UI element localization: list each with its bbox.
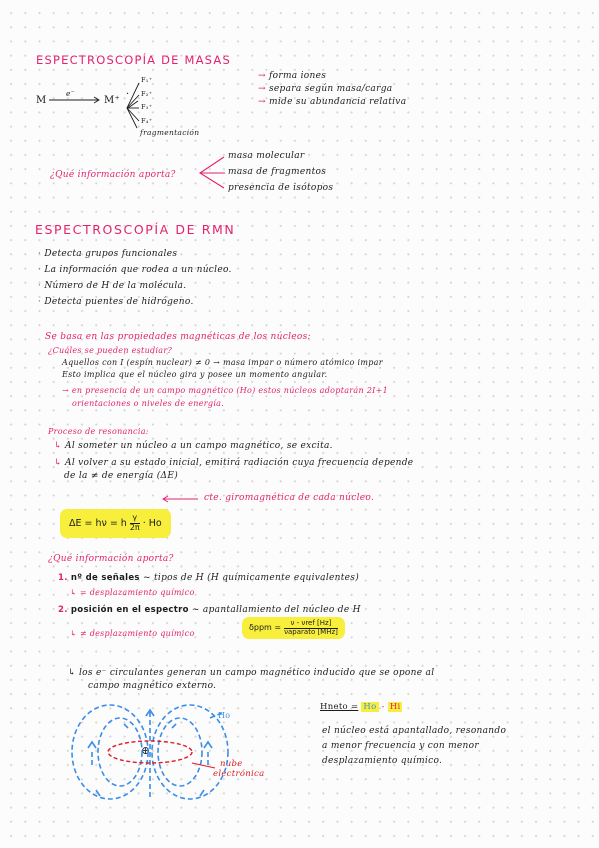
fragment-3: F₃⁺ [141,103,153,111]
nuclei-line-1: Aquellos con I (espín nuclear) ≠ 0 → masa impar o número atómico impar [62,358,383,367]
process-heading: Proceso de resonancia: [48,427,149,436]
fragment-1: F₁⁺ [141,76,153,84]
answer-brace [200,157,225,188]
shield-line-2: a menor frecuencia y con menor [322,741,479,751]
reaction-dot: · [126,89,130,100]
shield-line-1: el núcleo está apantallado, resonando [322,726,507,736]
masas-answer-1: masa molecular [228,151,305,161]
cloud-pointer [192,763,215,768]
rmn-bullet-1: · Detecta grupos funcionales [38,249,178,259]
fragment-2: F₂⁺ [141,90,153,98]
field-line-2: orientaciones o niveles de energía. [72,399,225,408]
magnetic-field-lines [72,705,231,800]
masas-note-2: → separa según masa/carga [258,84,393,94]
masas-title: ESPECTROSCOPÍA DE MASAS [36,53,231,67]
shield-line-3: desplazamiento químico. [322,756,443,766]
fragmentation-label: fragmentación [140,128,200,137]
masas-answer-3: presencia de isótopos [228,183,334,193]
reaction-electron: e⁻ [66,89,75,98]
rmn-bullet-2: · La información que rodea a un núcleo. [38,265,232,275]
fragment-4: F₄⁺ [141,117,153,125]
cloud-label-2: electrónica [213,769,265,779]
process-2a: ↳ Al volver a su estado inicial, emitirá radiación cuya frecuencia depende [54,458,414,468]
field-line-1: → en presencia de un campo magnético (Ho) estos núcleos adoptarán 2I+1 [62,386,389,395]
electrons-line-2: campo magnético externo. [88,681,217,691]
reaction-ion: M⁺ [104,95,121,106]
which-nuclei: ¿Cuáles se pueden estudiar? [48,346,173,355]
masas-note-3: → mide su abundancia relativa [258,97,407,107]
rmn-question: ¿Qué información aporta? [48,554,174,564]
rmn-title: ESPECTROSCOPÍA DE RMN [35,222,236,237]
hneto-equation: Hneto = Ho - Hi [320,702,401,712]
process-2b: de la ≠ de energía (ΔE) [64,471,179,481]
masas-answer-2: masa de fragmentos [228,167,327,177]
delta-lhs: δppm = [249,623,282,633]
masas-note-1: → forma iones [258,71,327,81]
formula-tail: · Ho [142,517,162,529]
item-2: 2. posición en el espectro ~ apantallamiento del núcleo de H [58,605,361,615]
formula-lhs: ΔE = [69,517,93,529]
process-1: ↳ Al someter un núcleo a un campo magnético, se excita. [54,441,333,451]
formula-fraction: $\frac{\gamma}{2\pi}$ [129,513,140,532]
formula-h: h [120,517,127,529]
diagram-ho-label: Ho [218,711,231,720]
delta-fraction: $\frac{\text{ν - νref [Hz]}}{\text{νaparato [MHz]}}$ [284,619,338,636]
item-1-sub: ↳ = desplazamiento químico [70,588,195,597]
props-heading: Se basa en las propiedades magnéticas de los núcleos: [45,332,311,342]
gyromagnetic-note: cte. giromagnética de cada núcleo. [204,493,375,503]
formula-hv: hν = [95,517,118,529]
fragment-brace [127,83,139,128]
characteristic-arrow [163,496,198,502]
electrons-line-1: ↳ los e⁻ circulantes generan un campo magnético inducido que se opone al [68,668,435,678]
reaction-arrow [49,97,99,103]
nucleus-icon: ⊕ [141,744,151,757]
item-1: 1. nº de señales ~ tipos de H (H químicamente equivalentes) [58,573,360,583]
reaction-m: M [36,95,47,106]
cloud-label-1: nube [220,759,243,769]
rmn-bullet-4: · Detecta puentes de hidrógeno. [38,297,194,307]
masas-question: ¿Qué información aporta? [50,170,176,180]
rmn-bullet-3: · Número de H de la molécula. [38,281,187,291]
item-2-sub: ↳ ≠ desplazamiento químico [70,629,195,638]
nuclei-line-2: Esto implica que el núcleo gira y posee un momento angular. [62,370,328,379]
